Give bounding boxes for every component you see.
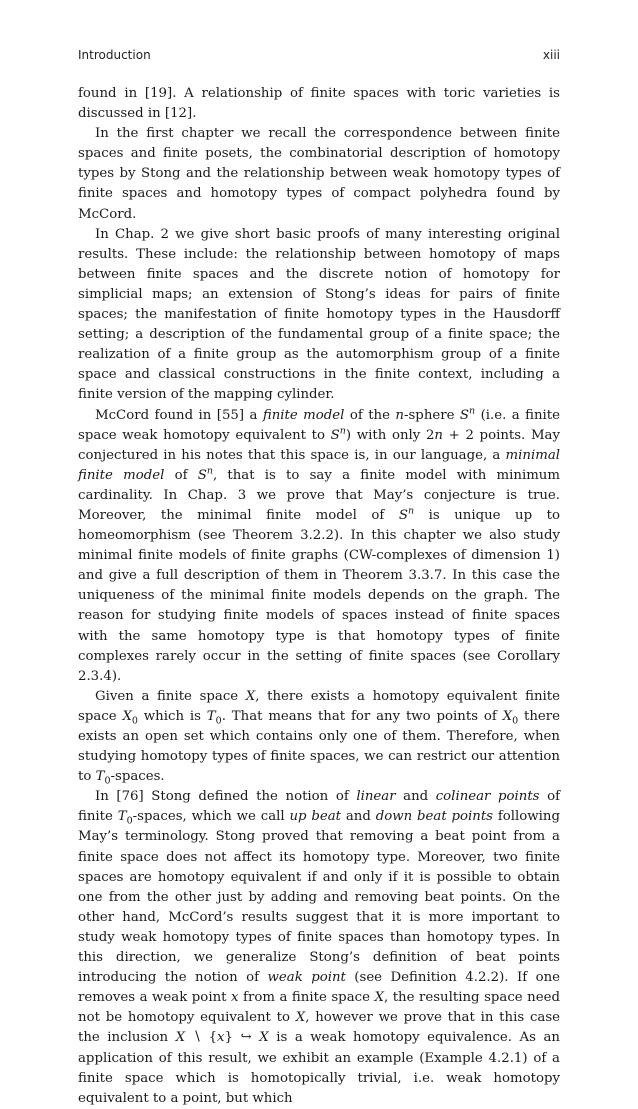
paragraph-2: In the first chapter we recall the correspondence between finite spaces and finite posets, the combinatorial description of homotopy types by Stong and the relationship between weak homotopy types of finite spaces and homotopy types of compact polyhedra found by McCord. — [78, 126, 560, 222]
paragraph-6: In [76] Stong defined the notion of linear and colinear points of finite $T_0$-spaces, which we call up beat and down beat points following May’s terminology. Stong proved that removing a beat point from a finite space does not affect its homotopy type. Moreover, two finite spaces are homotopy equivalent if and only if it is possible to obtain one from the other just by adding and removing beat points. On the other hand, McCord’s results suggest that it is more important to study weak homotopy types of finite spaces than homotopy types. In this direction, we generalize Stong’s definition of beat points introducing the notion of weak point (see Definition 4.2.2). If one removes a weak point x from a finite space X, the resulting space need not be homotopy equivalent to X, however we prove that in this case the inclusion X ∖ {x} ↪ X is a weak homotopy equivalence. As an application of this result, we exhibit an example (Example 4.2.1) of a finite space which is homotopically trivial, i.e. weak homotopy equivalent to a point, but which — [78, 789, 561, 1106]
body-text — [78, 84, 560, 1109]
paragraph-1: found in [19]. A relationship of finite spaces with toric varieties is discussed in [12]. — [78, 86, 560, 122]
paragraph-5: Given a finite space X, there exists a homotopy equivalent finite space $X_0$ which is $T_0$. That means that for any two points of $X_0$ there exists an open set which contains only one of them. Therefore, when studying homotopy types of finite spaces, we can restrict our attention to $T_0$-spaces. — [78, 688, 561, 787]
book-page — [78, 48, 560, 1109]
page-number: xiii — [542, 48, 560, 62]
running-head — [78, 48, 560, 62]
paragraph-3: In Chap. 2 we give short basic proofs of many interesting original results. These include: the relationship between homotopy of maps between finite spaces and the discrete notion of homotopy for simplicial maps; an extension of Stong’s ideas for pairs of finite spaces; the manifestation of finite homotopy types in the Hausdorff setting; a description of the fundamental group of a finite space; the realization of a finite group as the automorphism group of a finite space and classical constructions in the finite context, including a finite version of the mapping cylinder. — [78, 226, 560, 403]
running-head-title: Introduction — [78, 48, 151, 62]
paragraph-4: McCord found in [55] a finite model of the n-sphere $S^n$ (i.e. a finite space weak homotopy equivalent to $S^n$) with only 2n + 2 points. May conjectured in his notes that this space is, in our language, a minimal finite model of $S^n$, that is to say a finite model with minimum cardinality. In Chap. 3 we prove that May’s conjecture is true. Moreover, the minimal finite model of $S^n$ is unique up to homeomorphism (see Theorem 3.2.2). In this chapter we also study minimal finite models of finite graphs (CW-complexes of dimension 1) and give a full description of them in Theorem 3.3.7. In this case the uniqueness of the minimal finite models depends on the graph. The reason for studying finite models of spaces instead of finite spaces with the same homotopy type is that homotopy types of finite complexes rarely occur in the setting of finite spaces (see Corollary 2.3.4). — [78, 405, 561, 684]
